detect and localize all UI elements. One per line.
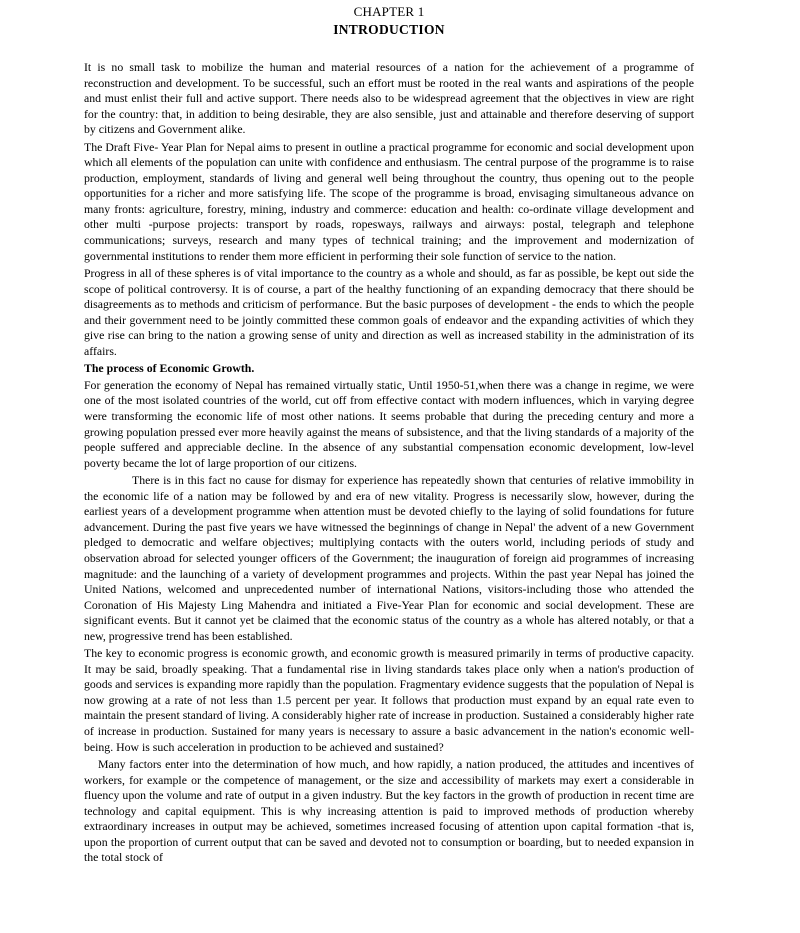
paragraph-many-factors: Many factors enter into the determination of how much, and how rapidly, a nation produced, the attitudes and incentives of workers, for example or the competence of management, or the size and accessibility of markets may exert a considerable in fluency upon the volume and rate of output in a given industry. But the key factors in the growth of production in recent time are technology and capital equipment. This is why increasing attention is paid to improved methods of production whereby extraordinary increases in output may be achieved, sometimes increased focusing of attention upon capital formation -that is, upon the proportion of current output that can be saved and devoted not to consumption or boarding, but to needed expansion in the total stock of: [84, 757, 694, 865]
chapter-title: INTRODUCTION: [333, 22, 445, 37]
paragraph-no-cause-for-dismay: There is in this fact no cause for dismay for experience has repeatedly shown that centuries of relative immobility in the economic life of a nation may be followed by and era of new vitality. Progress is necessarily slow, however, during the earliest years of a development programme when attention must be devoted chiefly to the laying of solid foundations for future advancement. During the past five years we have witnessed the beginnings of change in Nepal' the advent of a new Government pledged to democratic and welfare objectives; multiplying contacts with the outers world, including periods of study and observation abroad for selected younger officers of the Government; the inauguration of foreign aid programmes of increasing magnitude: and the launching of a variety of development programmes and projects. Within the past year Nepal has joined the United Nations, welcomed and unprecedented number of international Nations, visitors-including those who attended the Coronation of His Majesty Ling Mahendra and initiated a Five-Year Plan for economic and social development. These are significant events. But it cannot yet be claimed that the economic status of the country as a whole has altered notably, or that a new, progressive trend has been established.: [84, 473, 694, 643]
paragraph-mobilize-resources: It is no small task to mobilize the human and material resources of a nation for the achievement of a programme of reconstruction and development. To be successful, such an effort must be rooted in the real wants and aspirations of the people and must enlist their full and active support. There needs also to be widespread agreement that the objectives in view are right for the country: that, in addition to being desirable, they are also sensible, just and attainable and therefore deserving of support by citizens and Government alike.: [84, 60, 694, 137]
body-text: [84, 60, 694, 868]
paragraph-draft-plan: The Draft Five- Year Plan for Nepal aims to present in outline a practical programme for economic and social development upon which all elements of the population can unite with confidence and enthusiasm. The central purpose of the programme is to raise production, employment, standards of living and general well being throughout the country, thus opening out to the people opportunities for a richer and more satisfying life. The scope of the programme is broad, envisaging simultaneous advance on many fronts: agriculture, forestry, mining, industry and commerce: education and health: co-ordinate village development and other multi -purpose projects: transport by roads, ropesways, railways and airways: postal, telegraph and telephone communications; surveys, research and many types of technical training; and the improvement and modernization of governmental institutions to render them more efficient in performing their sole function of service to the nation.: [84, 139, 694, 263]
paragraph-static-economy: For generation the economy of Nepal has remained virtually static, Until 1950-51,when there was a change in regime, we were one of the most isolated countries of the world, cut off from effective contact with modern influences, which in varying degree were transforming the economic life of most other nations. It seems probable that during the preceding century and more a growing population pressed ever more heavily against the means of subsistence, and that the living standards of a majority of the people suffered and appreciable decline. In the absence of any substantial compensation economic development, low-level poverty became the lot of large proportion of our citizens.: [84, 377, 694, 470]
paragraph-key-to-progress: The key to economic progress is economic growth, and economic growth is measured primarily in terms of productive capacity. It may be said, broadly speaking. That a fundamental rise in living standards takes place only when a nation's production of goods and services is expanding more rapidly than the population. Fragmentary evidence suggests that the population of Nepal is now growing at a rate of not less than 1.5 percent per year. It follows that production must expand by an equal rate even to maintain the present standard of living. A considerably higher rate of increase in production. Sustained a considerably higher rate of increase in production. Sustained for many years is necessary to assure a basic advancement in the nation's economic well-being. How is such acceleration in production to be achieved and sustained?: [84, 646, 694, 754]
paragraph-progress-spheres: Progress in all of these spheres is of vital importance to the country as a whole and should, as far as possible, be kept out side the scope of political controversy. It is of course, a part of the healthy functioning of an expanding democracy that there should be disagreements as to methods and criticism of performance. But the basic purposes of development - the ends to which the people and their government need to be jointly committed these common goals of endeavor and the expanding activities of which they give rise can bring to the nation a growing sense of unity and direction as well as increased stability in the administration of its affairs.: [84, 266, 694, 358]
section-heading-economic-growth: The process of Economic Growth.: [84, 361, 255, 376]
chapter-label: CHAPTER 1: [353, 4, 425, 19]
